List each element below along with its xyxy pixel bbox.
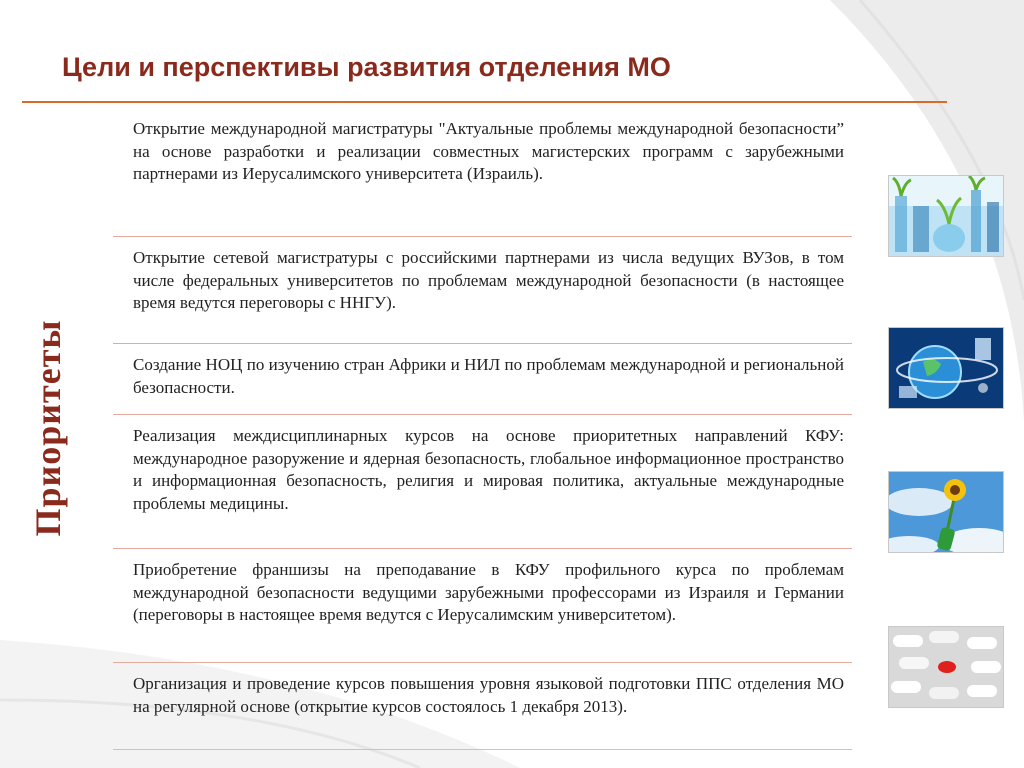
priority-item bbox=[113, 415, 852, 549]
priority-text: Открытие международной магистратуры "Актуальные проблемы международной безопасности” на основе разработки и реализации совместных магистерских программ с зарубежными партнерами из Иерусалимского университета (Израиль). bbox=[133, 119, 844, 183]
priority-item bbox=[113, 549, 852, 663]
priority-text: Приобретение франшизы на преподавание в КФУ профильного курса по проблемам международной безопасности ведущими зарубежными профессорами из Израиля и Германии (переговоры в настоящее время ведутся с Иерусалимским университетом). bbox=[133, 560, 844, 624]
title-underline bbox=[22, 101, 947, 103]
priority-text: Реализация междисциплинарных курсов на основе приоритетных направлений КФУ: международное разоружение и ядерная безопасность, глобальное информационное пространство и информационная безопасность, религия и мировая политика, актуальные международные проблемы медицины. bbox=[133, 426, 844, 513]
slide-title: Цели и перспективы развития отделения МО bbox=[62, 52, 671, 82]
priority-item bbox=[113, 237, 852, 344]
priority-item bbox=[113, 663, 852, 750]
priorities-list bbox=[113, 108, 852, 750]
priority-text: Создание НОЦ по изучению стран Африки и НИЛ по проблемам международной и региональной безопасности. bbox=[133, 355, 844, 397]
priority-item bbox=[113, 108, 852, 237]
sunflower-bottle-image bbox=[888, 471, 1004, 553]
priority-item bbox=[113, 344, 852, 415]
side-label-priorities: Приоритеты bbox=[28, 319, 68, 537]
digital-globe-image bbox=[888, 327, 1004, 409]
priority-text: Организация и проведение курсов повышения уровня языковой подготовки ППС отделения МО на регулярной основе (открытие курсов состоялось 1 декабря 2013). bbox=[133, 674, 844, 716]
pills-image bbox=[888, 626, 1004, 708]
priority-text: Открытие сетевой магистратуры с российскими партнерами из числа ведущих ВУЗов, в том числе федеральных университетов по проблемам международной безопасности (в настоящее время ведутся переговоры с ННГУ). bbox=[133, 248, 844, 312]
laboratory-plants-image bbox=[888, 175, 1004, 257]
